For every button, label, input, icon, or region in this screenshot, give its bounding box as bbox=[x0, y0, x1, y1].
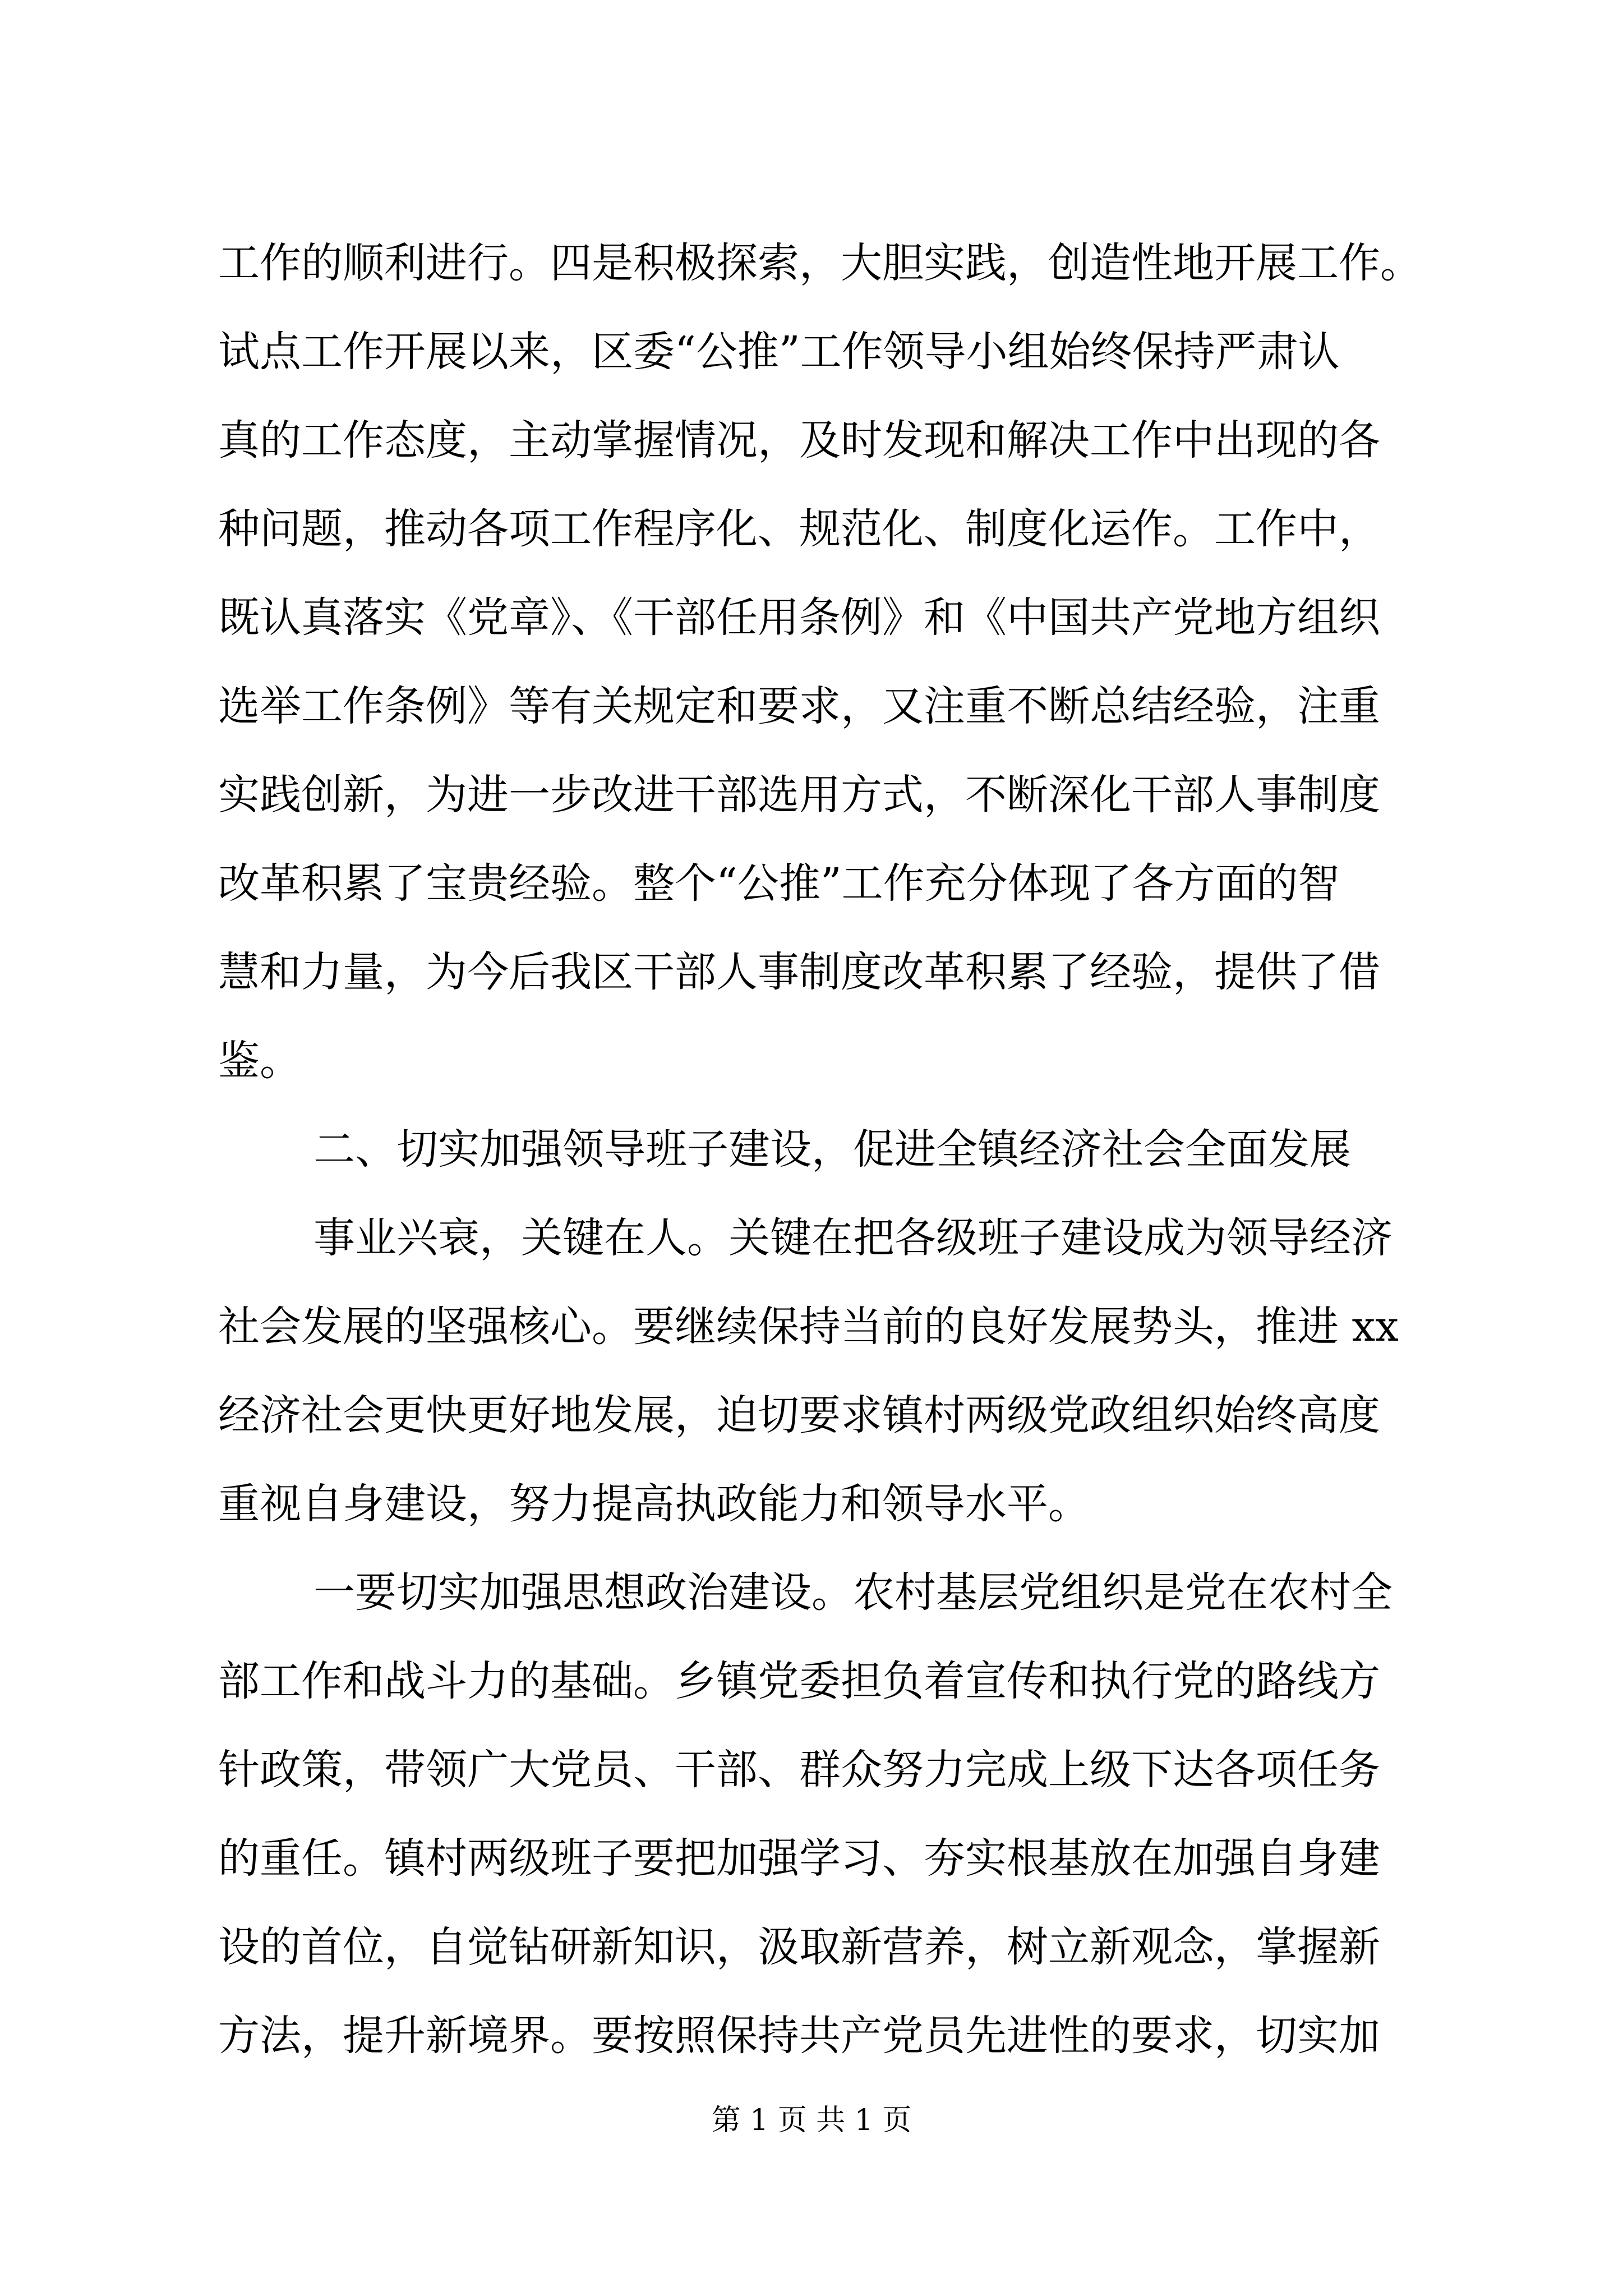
text-line: 经济社会更快更好地发展，迫切要求镇村两级党政组织始终高度 bbox=[218, 1391, 1380, 1439]
text-line: 改革积累了宝贵经验。整个“公推”工作充分体现了各方面的智 bbox=[218, 859, 1340, 908]
text-line: 试点工作开展以来，区委“公推”工作领导小组始终保持严肃认 bbox=[218, 328, 1340, 376]
text-line: 既认真落实《党章》、《干部任用条例》和《中国共产党地方组织 bbox=[218, 593, 1380, 642]
text-line: 慧和力量，为今后我区干部人事制度改革积累了经验，提供了借 bbox=[218, 948, 1380, 996]
text-line: 种问题，推动各项工作程序化、规范化、制度化运作。工作中， bbox=[218, 505, 1380, 553]
text-line: 的重任。镇村两级班子要把加强学习、夯实根基放在加强自身建 bbox=[218, 1834, 1380, 1883]
text-line: 鉴。 bbox=[218, 1037, 301, 1085]
text-line: 方法，提升新境界。要按照保持共产党员先进性的要求，切实加 bbox=[218, 2012, 1380, 2060]
text-line: 事业兴衰，关键在人。关键在把各级班子建设成为领导经济 bbox=[313, 1214, 1393, 1262]
text-line: 部工作和战斗力的基础。乡镇党委担负着宣传和执行党的路线方 bbox=[218, 1657, 1380, 1705]
document-body bbox=[218, 219, 1430, 2080]
text-line: 实践创新，为进一步改进干部选用方式，不断深化干部人事制度 bbox=[218, 771, 1380, 819]
text-line: 一要切实加强思想政治建设。农村基层党组织是党在农村全 bbox=[313, 1568, 1393, 1617]
text-line: 设的首位，自觉钻研新知识，汲取新营养，树立新观念，掌握新 bbox=[218, 1923, 1380, 1971]
text-line: 重视自身建设，努力提高执政能力和领导水平。 bbox=[218, 1480, 1090, 1528]
text-line: 针政策，带领广大党员、干部、群众努力完成上级下达各项任务 bbox=[218, 1746, 1380, 1794]
page-footer: 第 1 页 共 1 页 bbox=[711, 2104, 912, 2137]
text-line: 社会发展的坚强核心。要继续保持当前的良好发展势头，推进 xx bbox=[218, 1303, 1399, 1351]
text-line: 真的工作态度，主动掌握情况，及时发现和解决工作中出现的各 bbox=[218, 416, 1380, 464]
text-line: 工作的顺利进行。四是积极探索，大胆实践，创造性地开展工作。 bbox=[218, 239, 1422, 287]
text-line: 选举工作条例》等有关规定和要求，又注重不断总结经验，注重 bbox=[218, 682, 1380, 730]
text-line: 二、切实加强领导班子建设，促进全镇经济社会全面发展 bbox=[313, 1125, 1351, 1174]
